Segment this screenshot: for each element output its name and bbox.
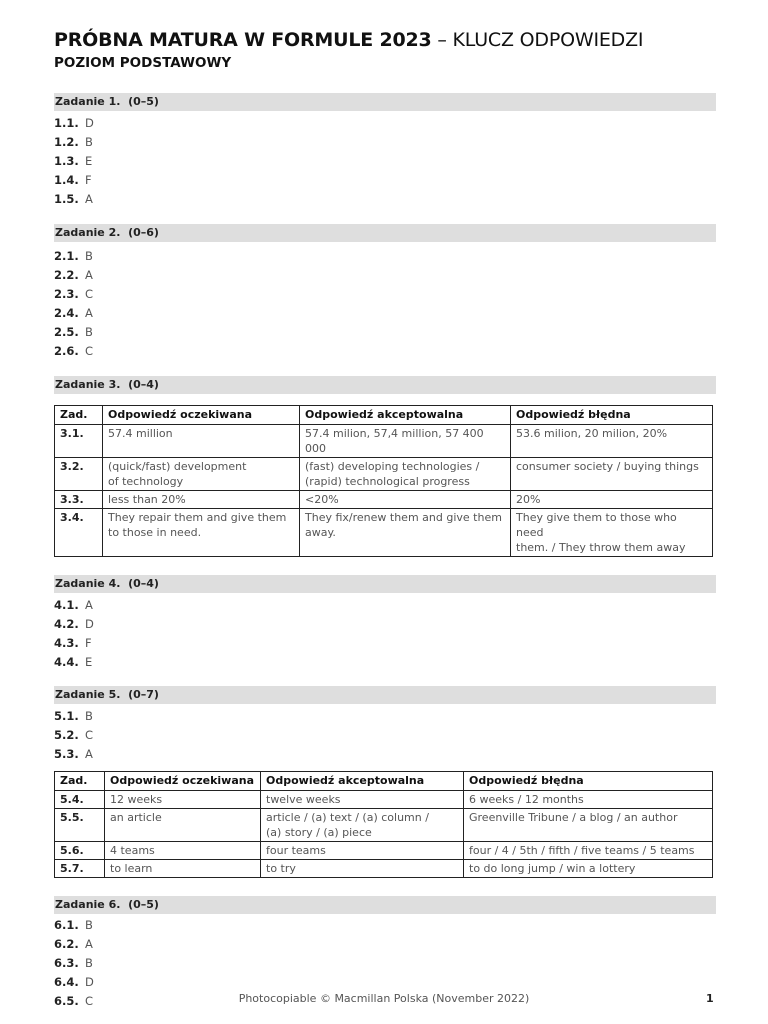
answer-number: 2.4. — [54, 306, 79, 320]
task-2-header: Zadanie 2. (0–6) — [54, 224, 716, 242]
task-3-header: Zadanie 3. (0–4) — [54, 376, 716, 394]
row-number: 5.7. — [55, 860, 105, 878]
answer-item — [54, 152, 716, 171]
answer-value: D — [85, 116, 94, 130]
task-5-answers — [54, 707, 716, 764]
answer-key-page — [54, 28, 716, 1011]
answer-item — [54, 190, 716, 209]
task-2-answers — [54, 247, 716, 361]
answer-number: 4.3. — [54, 636, 79, 650]
row-number: 3.4. — [55, 509, 103, 557]
table-row — [55, 491, 713, 509]
page-number: 1 — [706, 992, 714, 1005]
answer-value: D — [85, 975, 94, 989]
column-header: Zad. — [55, 772, 105, 791]
answer-item — [54, 596, 716, 615]
row-number: 5.4. — [55, 791, 105, 809]
answer-item — [54, 634, 716, 653]
table-row — [55, 842, 713, 860]
answer-value: E — [85, 655, 93, 669]
answer-item — [54, 114, 716, 133]
answer-item — [54, 171, 716, 190]
answer-value: A — [85, 306, 93, 320]
answer-number: 4.2. — [54, 617, 79, 631]
table-row — [55, 809, 713, 842]
table-cell: Greenville Tribune / a blog / an author — [464, 809, 713, 842]
answer-item — [54, 342, 716, 361]
task-5-header: Zadanie 5. (0–7) — [54, 686, 716, 704]
row-number: 5.5. — [55, 809, 105, 842]
column-header: Zad. — [55, 406, 103, 425]
table-cell: article / (a) text / (a) column / (a) story / (a) piece — [261, 809, 464, 842]
column-header: Odpowiedź oczekiwana — [105, 772, 261, 791]
answer-value: B — [85, 956, 93, 970]
answer-number: 2.2. — [54, 268, 79, 282]
answer-item — [54, 916, 716, 935]
answer-number: 1.3. — [54, 154, 79, 168]
table-cell: 53.6 milion, 20 milion, 20% — [511, 425, 713, 458]
page-title — [54, 28, 716, 53]
answer-value: A — [85, 192, 93, 206]
answer-value: A — [85, 747, 93, 761]
answer-item — [54, 247, 716, 266]
table-row — [55, 458, 713, 491]
answer-item — [54, 304, 716, 323]
table-cell: consumer society / buying things — [511, 458, 713, 491]
answer-item — [54, 615, 716, 634]
table-row — [55, 791, 713, 809]
answer-number: 2.5. — [54, 325, 79, 339]
answer-value: A — [85, 268, 93, 282]
answer-value: B — [85, 325, 93, 339]
task-6-header: Zadanie 6. (0–5) — [54, 896, 716, 914]
answer-number: 5.2. — [54, 728, 79, 742]
table-header-row — [55, 772, 713, 791]
table-cell: an article — [105, 809, 261, 842]
answer-number: 1.4. — [54, 173, 79, 187]
table-cell: to do long jump / win a lottery — [464, 860, 713, 878]
answer-item — [54, 266, 716, 285]
answer-number: 1.2. — [54, 135, 79, 149]
table-cell: (quick/fast) development of technology — [103, 458, 300, 491]
task-1-answers — [54, 114, 716, 209]
answer-value: C — [85, 994, 94, 1008]
answer-value: C — [85, 728, 94, 742]
answer-value: A — [85, 598, 93, 612]
table-cell: 57.4 million — [103, 425, 300, 458]
answer-item — [54, 323, 716, 342]
answer-number: 2.3. — [54, 287, 79, 301]
answer-value: C — [85, 287, 94, 301]
page-subtitle: POZIOM PODSTAWOWY — [54, 55, 232, 71]
row-number: 3.1. — [55, 425, 103, 458]
answer-value: B — [85, 135, 93, 149]
table-cell: four teams — [261, 842, 464, 860]
table-row — [55, 425, 713, 458]
table-cell: (fast) developing technologies / (rapid) technological progress — [300, 458, 511, 491]
table-cell: four / 4 / 5th / fifth / five teams / 5 teams — [464, 842, 713, 860]
answer-number: 6.4. — [54, 975, 79, 989]
table-cell: 6 weeks / 12 months — [464, 791, 713, 809]
table-row — [55, 509, 713, 557]
table-cell: 12 weeks — [105, 791, 261, 809]
answer-number: 1.1. — [54, 116, 79, 130]
answer-value: B — [85, 249, 93, 263]
answer-number: 1.5. — [54, 192, 79, 206]
column-header: Odpowiedź błędna — [464, 772, 713, 791]
copyright-note: Photocopiable © Macmillan Polska (November 2022) — [238, 992, 530, 1005]
answer-number: 2.6. — [54, 344, 79, 358]
column-header: Odpowiedź oczekiwana — [103, 406, 300, 425]
task-1-header: Zadanie 1. (0–5) — [54, 93, 716, 111]
answer-item — [54, 726, 716, 745]
answer-item — [54, 285, 716, 304]
answer-value: D — [85, 617, 94, 631]
table-cell: to try — [261, 860, 464, 878]
table-cell: to learn — [105, 860, 261, 878]
table-header-row — [55, 406, 713, 425]
answer-item — [54, 653, 716, 672]
answer-number: 6.2. — [54, 937, 79, 951]
table-cell: <20% — [300, 491, 511, 509]
task-4-header: Zadanie 4. (0–4) — [54, 575, 716, 593]
answer-number: 4.1. — [54, 598, 79, 612]
table-cell: less than 20% — [103, 491, 300, 509]
answer-value: B — [85, 709, 93, 723]
table-cell: twelve weeks — [261, 791, 464, 809]
answer-number: 4.4. — [54, 655, 79, 669]
task-4-answers — [54, 596, 716, 672]
table-cell: 4 teams — [105, 842, 261, 860]
answer-value: F — [85, 173, 92, 187]
task-5-table — [54, 771, 713, 878]
answer-value: F — [85, 636, 92, 650]
answer-number: 6.1. — [54, 918, 79, 932]
row-number: 3.3. — [55, 491, 103, 509]
answer-item — [54, 935, 716, 954]
column-header: Odpowiedź akceptowalna — [300, 406, 511, 425]
answer-number: 6.3. — [54, 956, 79, 970]
table-cell: 57.4 milion, 57,4 million, 57 400 000 — [300, 425, 511, 458]
answer-number: 5.3. — [54, 747, 79, 761]
table-cell: They repair them and give them to those in need. — [103, 509, 300, 557]
page-footer — [0, 992, 768, 1008]
answer-item — [54, 133, 716, 152]
answer-value: B — [85, 918, 93, 932]
table-row — [55, 860, 713, 878]
row-number: 5.6. — [55, 842, 105, 860]
answer-item — [54, 973, 716, 992]
column-header: Odpowiedź akceptowalna — [261, 772, 464, 791]
answer-value: E — [85, 154, 93, 168]
table-cell: 20% — [511, 491, 713, 509]
answer-item — [54, 954, 716, 973]
task-3-table — [54, 405, 713, 557]
column-header: Odpowiedź błędna — [511, 406, 713, 425]
title-rest: – KLUCZ ODPOWIEDZI — [431, 29, 644, 51]
answer-item — [54, 707, 716, 726]
answer-number: 5.1. — [54, 709, 79, 723]
table-cell: They fix/renew them and give them away. — [300, 509, 511, 557]
row-number: 3.2. — [55, 458, 103, 491]
table-cell: They give them to those who need them. / They throw them away — [511, 509, 713, 557]
title-bold: PRÓBNA MATURA W FORMULE 2023 — [54, 29, 432, 51]
answer-number: 6.5. — [54, 994, 79, 1008]
answer-value: C — [85, 344, 94, 358]
answer-value: A — [85, 937, 93, 951]
answer-number: 2.1. — [54, 249, 79, 263]
answer-item — [54, 745, 716, 764]
